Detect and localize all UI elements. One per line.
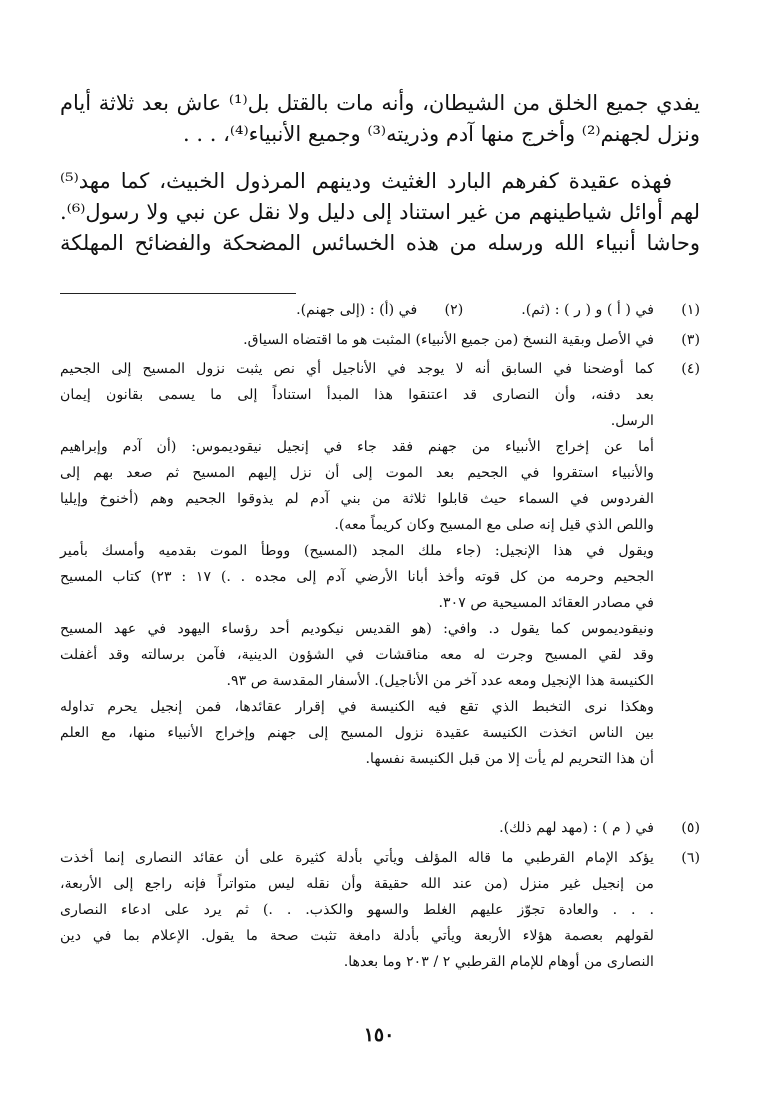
footnote-line: بعد دفنه، وأن النصارى قد اعتنقوا هذا المبدأ استناداً إلى ما يسمى بقانون إيمان xyxy=(60,387,654,403)
footnote-number: (٣) xyxy=(681,332,700,348)
footnote-line: ويقول في هذا الإنجيل: (جاء ملك المجد (المسيح) ووطأ الموت بقدميه وأمسك بأمير xyxy=(60,543,654,559)
footnote-text: في ( م ) : (مهد لهم ذلك). xyxy=(499,820,654,836)
footnote-line: أن هذا التحريم لم يأت إلا من قبل الكنيسة نفسها. xyxy=(365,751,654,767)
body-line: ونزل لجهنم⁽²⁾ وأخرج منها آدم وذريته⁽³⁾ وجميع الأنبياء⁽⁴⁾، . . . xyxy=(183,122,700,146)
footnote-line: الجحيم وحرمه من كل قوته وأخذ أبانا الأرضي آدم إلى مجده . .) ١٧ : ٢٣) كتاب المسيح xyxy=(60,569,654,585)
footnote-line: وهكذا نرى التخبط الذي تقع فيه الكنيسة في إقرار عقائدها، فمن إنجيل يحرم تداوله xyxy=(60,699,654,715)
body-line: وحاشا أنبياء الله ورسله من هذه الخسائس المضحكة والفضائح المهلكة xyxy=(60,231,700,255)
body-line: لهم أوائل شياطينهم من غير استناد إلى دليل ولا نقل عن نبي ولا رسول⁽⁶⁾. xyxy=(60,200,700,224)
footnote-6 xyxy=(60,845,700,975)
footnote-text: في (أ) : (إلى جهنم). xyxy=(296,302,418,318)
footnote-number: (١) xyxy=(681,302,700,318)
footnote-line: كما أوضحنا في السابق أنه لا يوجد في الأناجيل أي نص يثبت نزول المسيح إلى الجحيم xyxy=(60,361,654,377)
footnote-4 xyxy=(60,356,700,772)
footnote-line: بين الناس اتخذت الكنيسة عقيدة نزول المسيح إلى جهنم وإخراج الأنبياء منها، مع العلم xyxy=(60,725,654,741)
footnote-number: (٥) xyxy=(681,820,700,836)
footnote-3 xyxy=(60,327,700,353)
footnote-number: (٦) xyxy=(681,850,700,866)
footnote-line: لقولهم بعصمة هؤلاء الأربعة ويأتي بأدلة دامغة تثبت صحة ما يقول. الإعلام بما في دين xyxy=(60,928,654,944)
footnote-5 xyxy=(60,815,700,841)
footnote-line: وقد لقي المسيح وجرت له معه مناقشات في الشؤون الدينية، فآمن برسالته وقد أغفلت xyxy=(60,647,654,663)
footnote-line: . . . والعادة تجوّز عليهم الغلط والسهو والكذب. . .) ثم يرد على ادعاء النصارى xyxy=(60,902,654,918)
footnote-line: أما عن إخراج الأنبياء من جهنم فقد جاء في إنجيل نيقوديموس: (أن آدم وإبراهيم xyxy=(60,439,654,455)
main-text xyxy=(60,88,700,259)
page-number: ١٥٠ xyxy=(363,1024,395,1046)
footnote-line: والأنبياء استقروا في الجحيم بعد الموت إلى أن نزل إليهم المسيح ثم صعد بهم إلى xyxy=(60,465,654,481)
footnote-divider xyxy=(60,293,296,294)
footnote-line: ونيقوديموس كما يقول د. وافي: (هو القديس نيكوديم أحد رؤساء اليهود في عهد المسيح xyxy=(60,621,654,637)
footnote-number: (٤) xyxy=(681,361,700,377)
footnote-line: من إنجيل غير منزل (من عند الله حقيقة وأن نقله ليس متواتراً فإنه راجع إلى الأربعة، xyxy=(60,876,654,892)
footnote-number: (٢) xyxy=(444,302,464,318)
footnote-line: الرسل. xyxy=(610,413,654,429)
footnote-line: الكنيسة هذا الإنجيل ومعه عدد آخر من الأناجيل). الأسفار المقدسة ص ٩٣. xyxy=(226,673,654,689)
footnote-line: الفردوس في السماء حيث قابلوا ثلاثة من بني آدم لم يذوقوا الجحيم وهم (أخنوخ وإيليا xyxy=(60,491,654,507)
footnote-text: في ( أ ) و ( ر ) : (ثم). xyxy=(521,302,654,318)
footnote-line: يؤكد الإمام القرطبي ما قاله المؤلف ويأتي بأدلة كثيرة على أن عقائد النصارى إنما أخذت xyxy=(60,850,654,866)
footnote-line: واللص الذي قيل إنه صلى مع المسيح وكان كريماً معه). xyxy=(334,517,654,533)
footnote-text: في الأصل وبقية النسخ (من جميع الأنبياء) المثبت هو ما اقتضاه السياق. xyxy=(243,332,654,348)
footnote-line: في مصادر العقائد المسيحية ص ٣٠٧. xyxy=(438,595,654,611)
footnote-1-2-row xyxy=(60,297,700,323)
body-line: يفدي جميع الخلق من الشيطان، وأنه مات بالقتل بل⁽¹⁾ عاش بعد ثلاثة أيام xyxy=(60,91,700,115)
footnote-line: النصارى من أوهام للإمام القرطبي ٢ / ٢٠٣ وما بعدها. xyxy=(343,954,654,970)
body-line: فهذه عقيدة كفرهم البارد الغثيث ودينهم المرذول الخبيث، كما مهد⁽⁵⁾ xyxy=(60,169,672,193)
